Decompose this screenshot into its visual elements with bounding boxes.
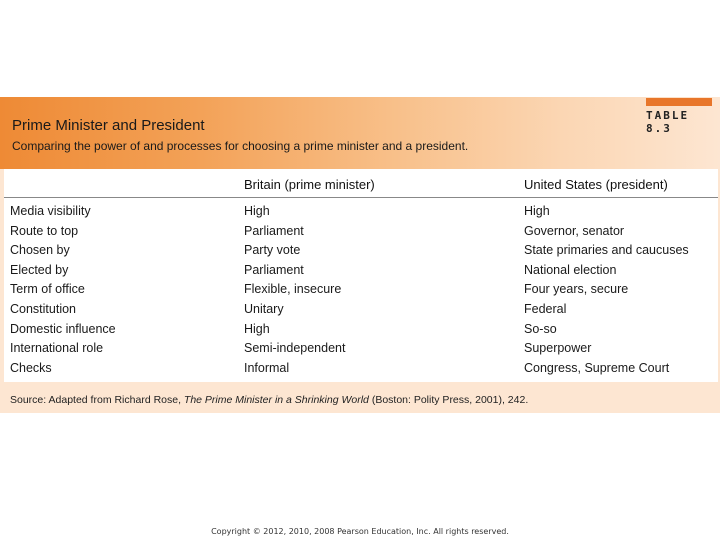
row-label: Media visibility	[10, 204, 91, 218]
table-number-label: TABLE 8.3	[646, 109, 690, 135]
table-row	[4, 300, 718, 320]
britain-cell: Parliament	[244, 223, 304, 238]
britain-cell: Flexible, insecure	[244, 282, 342, 297]
us-cell: So-so	[524, 321, 557, 336]
source-book-title: The Prime Minister in a Shrinking World	[183, 394, 369, 406]
table-row	[4, 241, 718, 261]
table-row	[4, 339, 718, 359]
britain-cell: High	[244, 321, 270, 336]
us-cell: Governor, senator	[524, 223, 625, 238]
table-title: Prime Minister and President	[12, 117, 205, 134]
row-label: Checks	[10, 360, 52, 375]
table-row	[4, 261, 718, 281]
table-row	[4, 202, 718, 222]
table-subtitle: Comparing the power of and processes for choosing a prime minister and a president.	[12, 139, 469, 153]
comparison-table	[4, 169, 718, 382]
britain-cell: Unitary	[244, 301, 284, 316]
britain-cell: Parliament	[244, 262, 304, 277]
britain-cell: Party vote	[244, 243, 301, 258]
us-cell: Congress, Supreme Court	[524, 360, 670, 375]
us-cell: National election	[524, 262, 617, 277]
source-prefix: Source: Adapted from Richard Rose,	[10, 394, 184, 406]
table-row	[4, 222, 718, 242]
us-cell: State primaries and caucuses	[524, 243, 689, 258]
britain-cell: High	[244, 204, 270, 218]
row-label: Route to top	[10, 223, 79, 238]
copyright-notice: Copyright © 2012, 2010, 2008 Pearson Education, Inc. All rights reserved.	[211, 527, 509, 536]
row-label: International role	[10, 341, 104, 356]
header-divider	[4, 197, 718, 198]
row-label: Elected by	[10, 262, 69, 277]
row-label: Constitution	[10, 301, 77, 316]
column-header-britain: Britain (prime minister)	[244, 177, 375, 192]
table-slide	[0, 97, 720, 413]
table-tag-bar	[646, 98, 712, 106]
britain-cell: Informal	[244, 360, 290, 375]
us-cell: Superpower	[524, 341, 592, 356]
row-label: Domestic influence	[10, 321, 116, 336]
table-body	[4, 202, 718, 378]
table-header-band	[0, 97, 720, 169]
us-cell: High	[524, 204, 550, 218]
source-note	[10, 394, 528, 406]
row-label: Chosen by	[10, 243, 70, 258]
us-cell: Federal	[524, 301, 567, 316]
britain-cell: Semi-independent	[244, 341, 346, 356]
us-cell: Four years, secure	[524, 282, 629, 297]
table-row	[4, 280, 718, 300]
source-suffix: (Boston: Polity Press, 2001), 242.	[368, 394, 529, 406]
row-label: Term of office	[10, 282, 85, 297]
table-row	[4, 359, 718, 379]
table-row	[4, 320, 718, 340]
column-header-us: United States (president)	[524, 177, 668, 192]
